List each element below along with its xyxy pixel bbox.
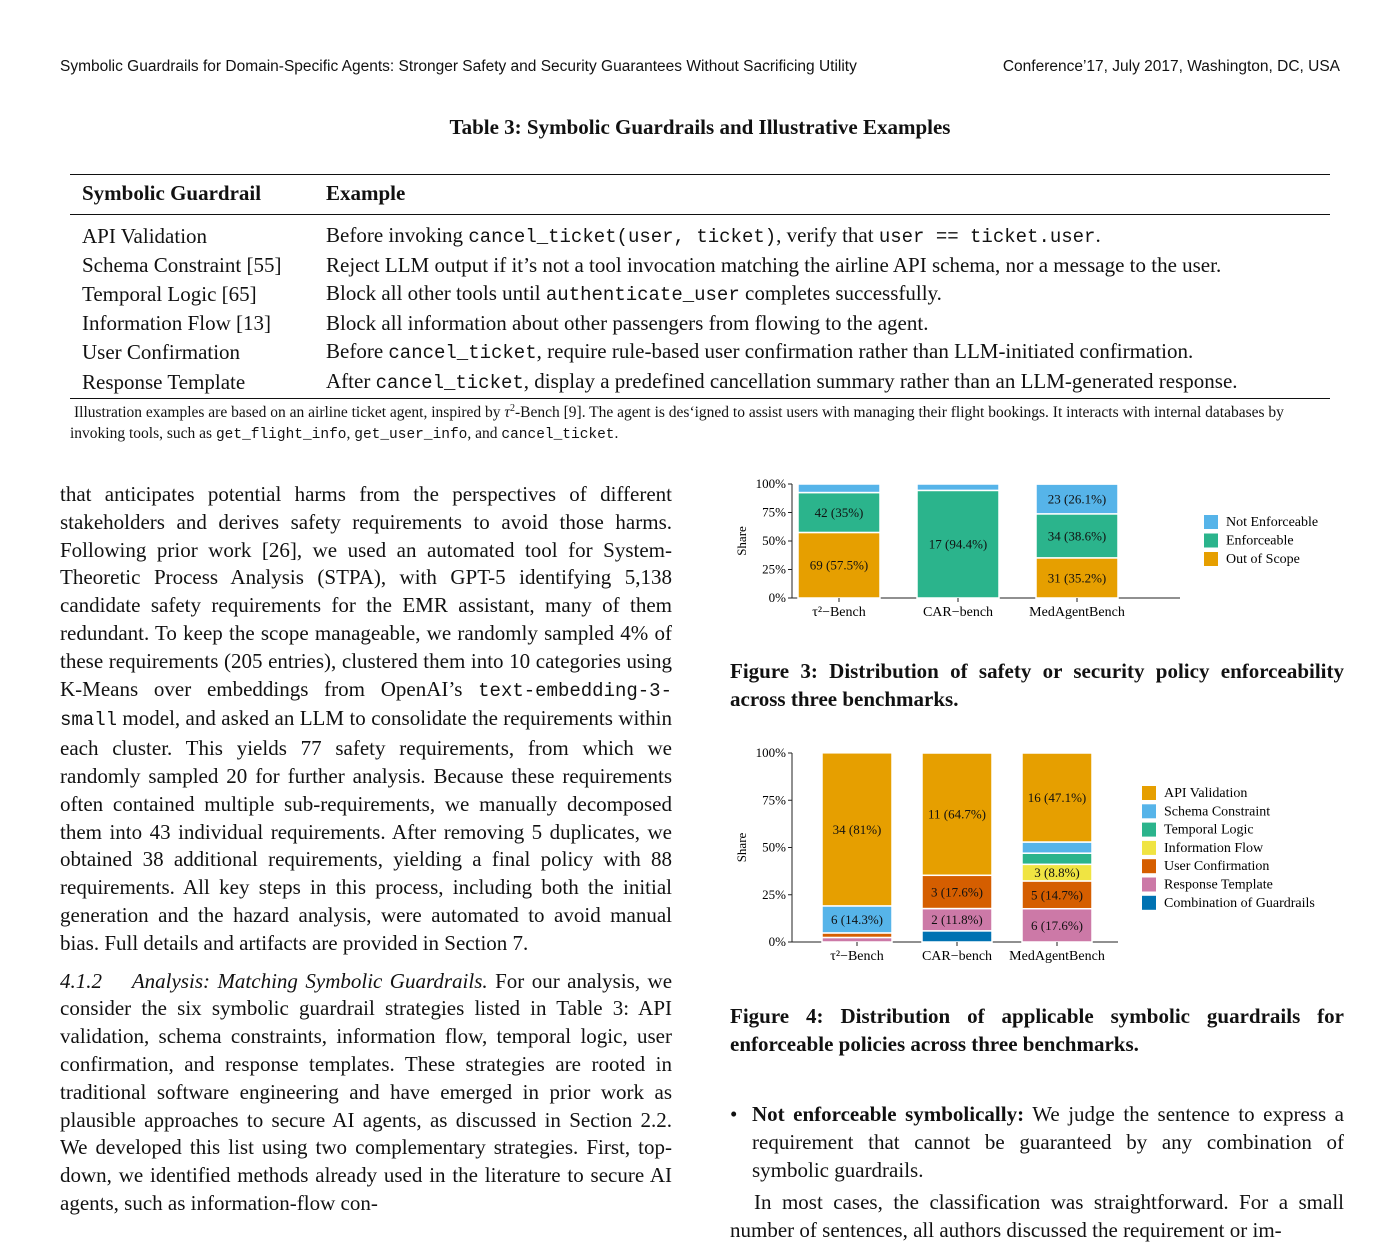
y-tick-label: 25% (762, 561, 786, 577)
bar-data-label: 16 (47.1%) (1027, 790, 1087, 806)
legend-label: Enforceable (1226, 533, 1294, 549)
footnote-code: get_user_info (354, 427, 468, 444)
guardrail-name: Information Flow [13] (82, 311, 271, 335)
bar-data-label: 6 (14.3%) (831, 911, 883, 927)
footnote-code: get_flight_info (215, 427, 347, 444)
y-tick-label: 100% (755, 476, 786, 491)
legend-label: API Validation (1164, 786, 1248, 801)
bullet-text: We judge the sentence to express a requirement that cannot be guaranteed by any combination of symbolic guardrails. (752, 1102, 1344, 1182)
model-name-code: text-embedding-3-small (60, 679, 672, 732)
table-row (70, 309, 1330, 337)
bar-data-label: 23 (26.1%) (1047, 491, 1107, 507)
guardrail-example (314, 215, 1330, 252)
bar-segment-combination-of-guardrails (922, 931, 992, 942)
example-code: cancel_ticket (388, 342, 537, 364)
guardrail-name: User Confirmation (82, 340, 241, 364)
subsection-title: Analysis: Matching Symbolic Guardrails. (131, 968, 488, 993)
example-code: cancel_ticket (375, 372, 524, 394)
bar-data-label: 2 (11.8%) (931, 912, 983, 928)
body-paragraph: In most cases, the classification was straightforward. For a small number of sentences, all authors discussed the requirement or im- (730, 1190, 1344, 1242)
figure-3 (730, 470, 1350, 635)
footnote-text: , and (467, 425, 502, 443)
x-tick-label: MedAgentBench (1029, 605, 1125, 620)
bar-data-label: 31 (35.2%) (1047, 570, 1107, 586)
legend-swatch-combination-of-guardrails (1142, 896, 1156, 910)
example-text: , display a predefined cancellation summary rather than an LLM-generated response. (523, 369, 1238, 393)
legend-label: Information Flow (1164, 840, 1264, 856)
bar-data-label: 3 (17.6%) (931, 884, 983, 900)
tau-superscript: 2 (509, 403, 515, 414)
footnote-code: cancel_ticket (501, 427, 615, 444)
footnote-text: Illustration examples are based on an airline ticket agent, inspired by (74, 404, 505, 422)
example-code: user == ticket.user (878, 226, 1096, 248)
y-tick-label: 50% (762, 839, 786, 855)
bar-segment-schema-constraint (1022, 842, 1092, 853)
guardrail-name: Schema Constraint [55] (82, 253, 282, 277)
example-text: . (1095, 223, 1101, 247)
y-axis-label: Share (734, 526, 749, 556)
legend-label: Combination of Guardrails (1164, 895, 1315, 911)
example-text: Reject LLM output if it’s not a tool invocation matching the airline API schema, nor a message to the user. (326, 253, 1222, 277)
table-header-row (70, 175, 1330, 215)
guardrail-example (314, 309, 1330, 337)
x-tick-label: τ²−Bench (812, 605, 866, 620)
table-row (70, 279, 1330, 309)
legend-label: Response Template (1164, 877, 1273, 893)
example-text: After (326, 369, 376, 393)
example-text: Before invoking (326, 223, 469, 247)
guardrail-example (314, 367, 1330, 399)
legend-swatch-user-confirmation (1142, 859, 1156, 873)
col-header-guardrail: Symbolic Guardrail (70, 175, 314, 215)
guardrail-example (314, 337, 1330, 367)
legend-swatch-not-enforceable (1204, 515, 1218, 529)
legend-swatch-response-template (1142, 878, 1156, 892)
example-text: Before (326, 339, 389, 363)
bar-data-label: 34 (81%) (832, 821, 882, 837)
example-text: , verify that (776, 223, 879, 247)
x-tick-label: CAR−bench (921, 949, 993, 964)
table-row (70, 215, 1330, 252)
bar-data-label: 3 (8.8%) (1034, 865, 1080, 881)
subsection-number: 4.1.2 (60, 968, 102, 993)
guardrail-name: Temporal Logic [65] (82, 282, 257, 306)
bullet-term: Not enforceable symbolically: (752, 1102, 1025, 1126)
y-tick-label: 100% (755, 745, 786, 760)
example-text: Block all other tools until (326, 281, 546, 305)
paragraph-text: that anticipates potential harms from the perspectives of different stakeholders and derives safety requirements to avoid those harms. Following prior work [26], we used an automated tool for System-Theoretic Process Analysis (STPA), with GPT-5 identifying 5,138 candidate safety requirements for the EMR assistant, many of them redundant. To keep the scope manageable, we randomly sampled 4% of these requirements (205 entries), clustered them into 10 categories using K-Means over embeddings from OpenAI’s (60, 482, 672, 701)
bar-segment-not-enforceable (917, 484, 999, 490)
tau-symbol: τ (504, 404, 510, 422)
figure-3-chart (730, 470, 1350, 630)
bar-data-label: 5 (14.7%) (1031, 887, 1083, 903)
y-tick-label: 25% (762, 886, 786, 902)
legend-swatch-temporal-logic (1142, 823, 1156, 837)
paragraph-text: For our analysis, we consider the six symbolic guardrail strategies listed in Table 3: API validation, schema constraints, information flow, temporal logic, user confirmation, and response templates. These strategies are rooted in traditional software engineering and have emerged in prior work as plausible approaches to secure AI agents, as discussed in Section 2.2. We developed this list using two complementary strategies. First, top-down, we identified methods already used in the literature to secure AI agents, such as information-flow con- (60, 968, 673, 1215)
bullet-section (730, 1100, 1344, 1244)
bullet-dot: • (730, 1102, 738, 1126)
legend-swatch-enforceable (1204, 534, 1218, 548)
footnote-text: . (614, 425, 619, 443)
y-tick-label: 75% (762, 792, 786, 808)
guardrail-name: API Validation (82, 224, 208, 248)
col-header-example: Example (314, 175, 1330, 215)
y-tick-label: 0% (768, 934, 786, 949)
bar-data-label: 11 (64.7%) (927, 806, 987, 822)
legend-label: Out of Scope (1226, 552, 1300, 567)
table-row (70, 251, 1330, 279)
example-text: , require rule-based user confirmation rather than LLM-initiated confirmation. (536, 339, 1194, 363)
legend-label: Temporal Logic (1164, 822, 1254, 838)
body-paragraph (60, 481, 672, 958)
legend-swatch-schema-constraint (1142, 804, 1156, 818)
legend-swatch-api-validation (1142, 786, 1156, 800)
y-axis-label: Share (734, 832, 749, 863)
table-footnote (70, 398, 1332, 446)
guardrail-example (314, 251, 1330, 279)
legend-swatch-out-of-scope (1204, 552, 1218, 566)
bar-data-label: 34 (38.6%) (1047, 528, 1107, 544)
bullet-item (730, 1100, 1344, 1184)
table-row (70, 367, 1330, 399)
figure-3-caption: Figure 3: Distribution of safety or security policy enforceability across three benchmarks. (730, 659, 1344, 711)
running-header-title: Symbolic Guardrails for Domain-Specific Agents: Stronger Safety and Security Guarantees Without Sacrificing Utility (60, 58, 857, 75)
footnote-text: , (346, 425, 355, 443)
bar-data-label: 42 (35%) (814, 505, 864, 520)
x-tick-label: CAR−bench (922, 605, 994, 620)
example-text: Block all information about other passengers from flowing to the agent. (326, 311, 929, 335)
y-tick-label: 50% (762, 533, 786, 548)
bar-data-label: 69 (57.5%) (809, 557, 869, 573)
guardrail-name: Response Template (70, 367, 314, 399)
table-row (70, 337, 1330, 367)
legend-label: Schema Constraint (1164, 804, 1271, 820)
bar-segment-not-enforceable (798, 484, 880, 493)
subsection-paragraph (60, 968, 672, 1218)
y-tick-label: 0% (768, 590, 786, 605)
figure-4 (730, 740, 1350, 975)
bar-segment-temporal-logic (1022, 853, 1092, 864)
example-text: completes successfully. (739, 281, 942, 305)
left-column-body (60, 481, 672, 1218)
bar-data-label: 17 (94.4%) (928, 536, 988, 552)
figure-4-caption: Figure 4: Distribution of applicable symbolic guardrails for enforceable policies across three benchmarks. (730, 1004, 1344, 1056)
legend-label: Not Enforceable (1226, 515, 1319, 530)
running-header-venue: Conference’17, July 2017, Washington, DC, USA (1002, 58, 1340, 75)
figure-4-chart (730, 740, 1350, 970)
guardrails-table (70, 174, 1330, 399)
table-caption: Table 3: Symbolic Guardrails and Illustrative Examples (449, 115, 951, 139)
bar-data-label: 6 (17.6%) (1031, 917, 1083, 933)
x-tick-label: MedAgentBench (1009, 949, 1105, 964)
footnote-text: -Bench [9]. The agent is des‘igned to assist users with managing their flight bookings. It interacts with internal databases by invoking tools, such as (70, 404, 1284, 443)
paragraph-text: model, and asked an LLM to consolidate the requirements within each cluster. This yields 77 safety requirements, from which we randomly sampled 20 for further analysis. Because these requirements often contained multiple sub-requirements, we manually decomposed them into 43 individual requirements. After removing 5 duplicates, we obtained 38 additional requirements, yielding a final policy with 88 requirements. All key steps in this process, including both the initial generation and the hazard analysis, were automated to avoid manual bias. Full details and artifacts are provided in Section 7. (60, 706, 672, 955)
legend-label: User Confirmation (1164, 859, 1270, 875)
legend-swatch-information-flow (1142, 841, 1156, 855)
y-tick-label: 75% (762, 504, 786, 520)
example-code: cancel_ticket(user, ticket) (468, 226, 777, 248)
example-code: authenticate_user (545, 284, 740, 306)
x-tick-label: τ²−Bench (830, 949, 884, 964)
guardrail-example (314, 279, 1330, 309)
